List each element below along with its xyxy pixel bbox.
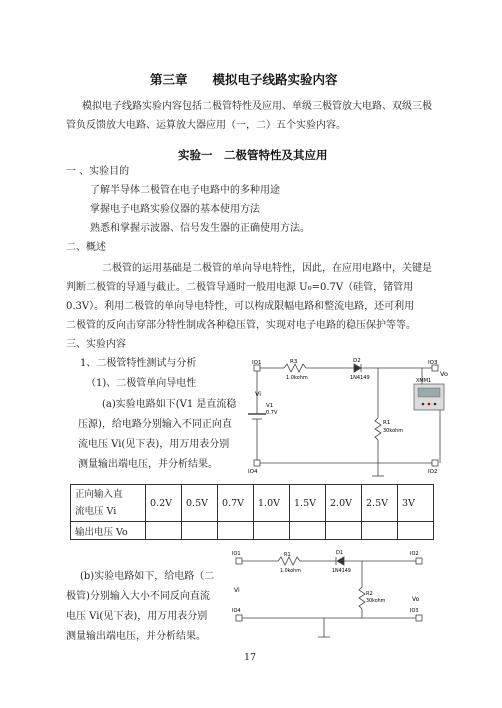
table-row-input	[71, 485, 434, 522]
intro-line-1: 模拟电子线路实验内容包括二极管特性及应用、单级三极管放大电路、双级三极	[82, 101, 432, 112]
subsection-1-1: （1)、二极管单向导电性	[86, 378, 197, 389]
chapter-title: 第三章 模拟电子线路实验内容	[150, 72, 338, 87]
table-cell-vi: 1.5V	[290, 485, 326, 522]
section-2-heading: 二、概述	[66, 242, 106, 253]
circuit2-d-value: 1N4149	[332, 569, 351, 574]
table-cell-vi: 2.0V	[326, 485, 362, 522]
table-cell-vi: 3V	[398, 485, 434, 522]
circuit1-io4-label: IO4	[248, 469, 258, 475]
overview-line-3: 0.3V）。利用二极管的单向导电特性，可以构成限幅电路和整流电路，还可利用	[66, 301, 415, 312]
overview-line-2: 判断二极管的导通与截止。二极管导通时一般用电源 U₀=0.7V（硅管，锗管用	[66, 282, 414, 293]
table-cell-vo[interactable]	[398, 522, 434, 540]
table-cell-vi: 0.7V	[218, 485, 254, 522]
table-cell-vo[interactable]	[146, 522, 182, 540]
circuit2-io3-label: IO3	[410, 608, 419, 614]
circuit-diagram-1	[244, 358, 450, 480]
circuit1-io3-label: IO3	[428, 360, 438, 366]
objective-2: 掌握电子电路实验仪器的基本使用方法	[90, 204, 260, 215]
table-cell-vi: 0.5V	[182, 485, 218, 522]
circuit-diagram-2	[228, 549, 438, 649]
circuit2-vo-label: Vo	[412, 596, 420, 603]
table-label-input: 正向输入直 流电压 Vi	[71, 485, 146, 522]
experiment-title: 实验一 二极管特性及其应用	[178, 148, 328, 162]
objective-1: 了解半导体二极管在电子电路中的多种用途	[90, 185, 280, 196]
subsection-1: 1、二极管特性测试与分析	[80, 358, 197, 369]
table-row-output	[71, 522, 434, 540]
circuit1-src-value: 0.7V	[266, 410, 278, 416]
table-label-output: 输出电压 Vo	[71, 522, 146, 540]
circuit1-r-value: 1.0kohm	[286, 375, 308, 381]
table-cell-vo[interactable]	[182, 522, 218, 540]
circuit1-d-name: D2	[353, 358, 361, 364]
circuit1-r2-value: 30kohm	[383, 428, 404, 434]
circuit1-r-name: R3	[290, 359, 298, 365]
section-1-heading: 一 、实验目的	[66, 166, 130, 177]
circuit1-vo-label: Vo	[440, 370, 448, 378]
circuit2-r2-value: 30kohm	[366, 599, 386, 604]
circuit2-io2-label: IO2	[410, 551, 419, 557]
circuit2-vi-label: Vi	[234, 587, 240, 594]
table-cell-vi: 1.0V	[254, 485, 290, 522]
para-a-line-3: 流电压 Vi(见下表)，用万用表分别	[78, 439, 230, 450]
circuit1-io1-label: IO1	[252, 360, 262, 366]
para-a-line-4: 测量输出端电压，并分析结果。	[78, 459, 218, 470]
circuit1-src-name: V1	[266, 403, 274, 409]
para-b-line-1: (b)实验电路如下，给电路（二	[80, 571, 215, 582]
para-a-line-1: (a)实验电路如下(V1 是直流稳	[102, 399, 237, 410]
table-cell-vo[interactable]	[290, 522, 326, 540]
para-b-line-2: 极管)分别输入大小不同反向直流	[66, 591, 210, 602]
measurement-table	[70, 484, 434, 540]
table-cell-vi: 0.2V	[146, 485, 182, 522]
circuit1-meter-label: XMM1	[416, 378, 432, 384]
circuit1-r2-name: R1	[383, 420, 391, 426]
table-cell-vo[interactable]	[218, 522, 254, 540]
table-cell-vo[interactable]	[254, 522, 290, 540]
circuit2-d-name: D1	[336, 550, 344, 556]
circuit2-r-name: R1	[284, 552, 291, 558]
circuit2-io1-label: IO1	[232, 551, 241, 557]
table-cell-vi: 2.5V	[362, 485, 398, 522]
objective-3: 熟悉和掌握示波器、信号发生器的正确使用方法。	[90, 223, 310, 234]
circuit2-io4-label: IO4	[232, 608, 241, 614]
circuit1-vi-label: Vi	[255, 390, 262, 398]
circuit2-r-value: 1.0kohm	[280, 569, 301, 574]
table-cell-vo[interactable]	[326, 522, 362, 540]
circuit1-d-value: 1N4149	[350, 375, 370, 381]
section-3-heading: 三、实验内容	[66, 339, 126, 350]
table-cell-vo[interactable]	[362, 522, 398, 540]
circuit2-r2-name: R2	[366, 591, 373, 597]
para-b-line-4: 测量输出端电压，并分析结果。	[66, 631, 206, 642]
page-number: 17	[244, 652, 257, 663]
overview-line-1: 二极管的运用基础是二极管的单向导电特性，因此，在应用电路中，关键是	[102, 263, 432, 274]
overview-line-4: 二极管的反向击穿部分特性制成各种稳压管，实现对电子电路的稳压保护等等。	[66, 320, 416, 331]
circuit1-io2-label: IO2	[428, 469, 438, 475]
intro-line-2: 管负反馈放大电路、运算放大器应用（一，二）五个实验内容。	[66, 120, 346, 131]
para-b-line-3: 电压 Vi(见下表)，用万用表分别	[66, 611, 208, 622]
para-a-line-2: 压源)，给电路分别输入不同正向直	[78, 419, 232, 430]
